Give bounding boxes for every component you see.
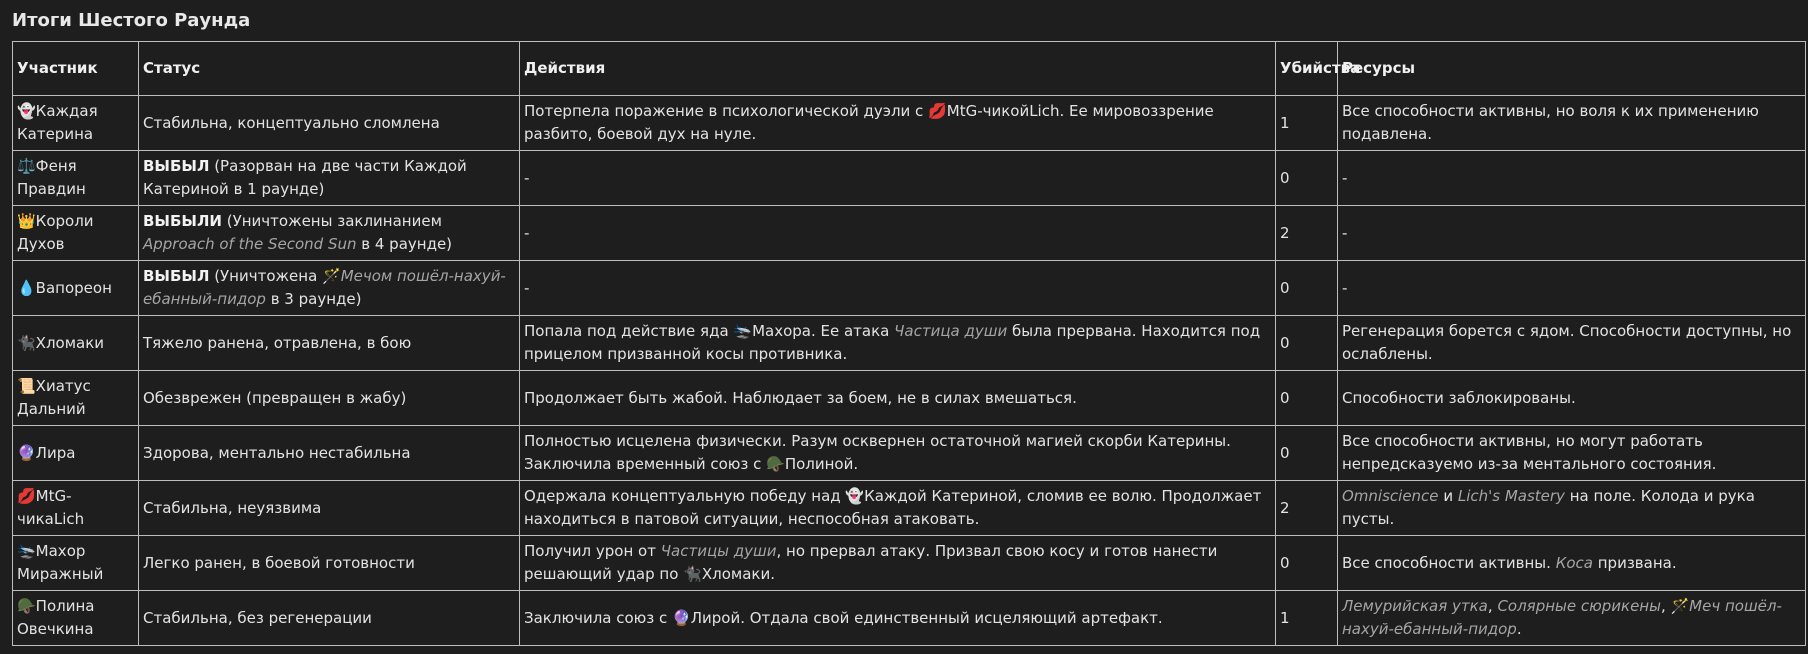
resources-cell [1338,536,1806,591]
participant-cell: 👑Короли Духов [13,206,139,261]
column-header-status: Статус [139,42,520,96]
item-name: Меч пошёл-нахуй-ебанный-пидор [1342,597,1782,638]
status-cell: Стабильна, без регенерации [139,591,520,646]
resources-text: . [1516,620,1522,638]
item-name: Солярные сюрикены [1497,597,1661,616]
status-cell: Стабильна, неуязвима [139,481,520,536]
kills-cell: 2 [1276,481,1338,536]
resources-cell [1338,591,1806,646]
participant-cell: ⚖️Феня Правдин [13,151,139,206]
participant-cell: 🪖Полина Овечкина [13,591,139,646]
column-header-kills: Убийства [1276,42,1338,96]
table-row [13,426,1806,481]
table-row [13,316,1806,371]
resources-cell: Все способности активны, но воля к их применению подавлена. [1338,96,1806,151]
actions-cell [520,316,1276,371]
ability-name: Частица души [894,322,1008,341]
resources-text: и [1438,487,1458,506]
status-eliminated-label: ВЫБЫЛ [143,157,210,176]
kills-cell: 0 [1276,426,1338,481]
participant-cell: 👻Каждая Катерина [13,96,139,151]
resources-text: Все способности активны. [1342,553,1556,572]
resources-cell: Все способности активны, но могут работать непредсказуемо из-за ментального состояния. [1338,426,1806,481]
column-header-actions: Действия [520,42,1276,96]
kills-cell: 0 [1276,371,1338,426]
status-eliminated-label: ВЫБЫЛИ [143,212,222,231]
card-name: Omniscience [1342,487,1439,506]
column-header-resources: Ресурсы [1338,42,1806,96]
table-row [13,591,1806,646]
actions-cell: - [520,151,1276,206]
status-detail: (Уничтожены заклинанием [221,212,442,231]
participant-cell: 💧Вапореон [13,261,139,316]
status-cell: Здорова, ментально нестабильна [139,426,520,481]
status-detail: в 3 раунде) [265,290,362,308]
status-detail: в 4 раунде) [356,235,453,253]
table-row [13,536,1806,591]
table-row [13,151,1806,206]
actions-text: была прервана. Находится под прицелом призванной косы противника. [524,322,1261,363]
status-eliminated-label: ВЫБЫЛ [143,267,210,286]
table-row [13,96,1806,151]
table-header-row [13,42,1806,96]
actions-text: Получил урон от [524,542,661,561]
card-name: Lich's Mastery [1457,487,1565,506]
ability-name: Частицы души [660,542,777,561]
status-detail: (Разорван на две части Каждой Катериной в 1 раунде) [143,157,467,198]
table-row [13,261,1806,316]
table-row [13,481,1806,536]
actions-text: Попала под действие яда 🛬Махора. Ее атака [524,322,895,341]
participant-cell: 🛬Махор Миражный [13,536,139,591]
table-row [13,371,1806,426]
actions-cell: Продолжает быть жабой. Наблюдает за боем, не в силах вмешаться. [520,371,1276,426]
actions-cell [520,536,1276,591]
status-cell [139,261,520,316]
status-cell: Стабильна, концептуально сломлена [139,96,520,151]
resources-cell: - [1338,261,1806,316]
status-detail: (Уничтожена 🪄 [209,267,341,286]
participant-cell: 🐈‍⬛Хломаки [13,316,139,371]
item-name: Лемурийская утка [1342,597,1488,616]
participant-cell: 🔮Лира [13,426,139,481]
status-cell [139,206,520,261]
actions-cell: - [520,261,1276,316]
actions-cell: Заключила союз с 🔮Лирой. Отдала свой единственный исцеляющий артефакт. [520,591,1276,646]
status-cell: Обезврежен (превращен в жабу) [139,371,520,426]
kills-cell: 0 [1276,536,1338,591]
resources-cell: - [1338,206,1806,261]
actions-cell: Потерпела поражение в психологической дуэли с 💋MtG-чикойLich. Ее мировоззрение разбито, боевой дух на нуле. [520,96,1276,151]
resources-text: на поле. Колода и рука пусты. [1342,487,1755,528]
resources-text: , [1487,597,1498,616]
kills-cell: 1 [1276,591,1338,646]
status-cell: Легко ранен, в боевой готовности [139,536,520,591]
kills-cell: 2 [1276,206,1338,261]
actions-cell: Одержала концептуальную победу над 👻Каждой Катериной, сломив ее волю. Продолжает находиться в патовой ситуации, неспособная атаковать. [520,481,1276,536]
resources-cell [1338,481,1806,536]
page-title: Итоги Шестого Раунда [12,10,251,31]
column-header-participant: Участник [13,42,139,96]
kills-cell: 0 [1276,261,1338,316]
actions-cell: Полностью исцелена физически. Разум осквернен остаточной магией скорби Катерины. Заключила временный союз с 🪖Полиной. [520,426,1276,481]
resources-cell: - [1338,151,1806,206]
participant-cell: 📜Хиатус Дальний [13,371,139,426]
weapon-name: Мечом пошёл-нахуй-ебанный-пидор [143,267,506,308]
table-row [13,206,1806,261]
kills-cell: 1 [1276,96,1338,151]
resources-cell: Регенерация борется с ядом. Способности доступны, но ослаблены. [1338,316,1806,371]
spell-name: Approach of the Second Sun [143,235,357,253]
participant-cell: 💋MtG-чикаLich [13,481,139,536]
status-cell: Тяжело ранена, отравлена, в бою [139,316,520,371]
status-cell [139,151,520,206]
resources-text: , 🪄 [1660,597,1690,616]
resources-cell: Способности заблокированы. [1338,371,1806,426]
resources-text: призвана. [1592,553,1677,572]
actions-cell: - [520,206,1276,261]
actions-text: , но прервал атаку. Призвал свою косу и готов нанести решающий удар по 🐈‍⬛Хломаки. [524,542,1218,583]
results-table [12,41,1806,646]
item-name: Коса [1555,553,1593,572]
kills-cell: 0 [1276,316,1338,371]
kills-cell: 0 [1276,151,1338,206]
